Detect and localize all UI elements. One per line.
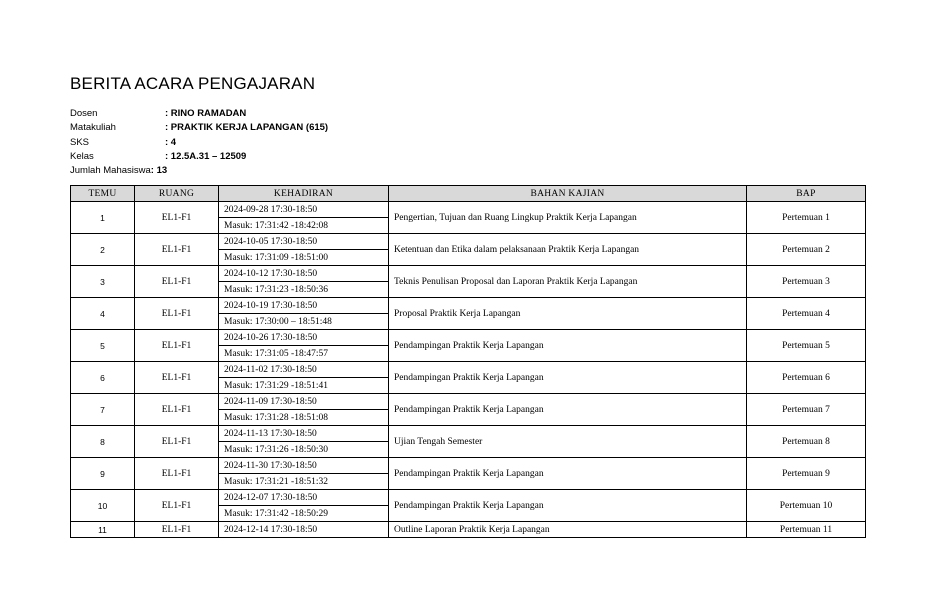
table-row (71, 490, 866, 506)
kelas-row (70, 150, 328, 164)
dosen-label: Dosen (70, 108, 98, 119)
cell-ruang: EL1-F1 (135, 234, 219, 266)
cell-bap: Pertemuan 3 (747, 266, 866, 298)
header-ruang: RUANG (135, 186, 219, 202)
cell-bahan-kajian: Pengertian, Tujuan dan Ruang Lingkup Praktik Kerja Lapangan (389, 202, 747, 234)
table-body (71, 202, 866, 538)
cell-temu: 5 (71, 330, 135, 362)
kelas-value: : 12.5A.31 – 12509 (165, 150, 247, 162)
cell-ruang: EL1-F1 (135, 394, 219, 426)
cell-jadwal: 2024-10-19 17:30-18:50 (219, 298, 389, 314)
cell-jadwal: 2024-11-30 17:30-18:50 (219, 458, 389, 474)
cell-bahan-kajian: Ujian Tengah Semester (389, 426, 747, 458)
cell-bap: Pertemuan 5 (747, 330, 866, 362)
cell-temu: 9 (71, 458, 135, 490)
attendance-table (70, 185, 866, 538)
cell-bap: Pertemuan 6 (747, 362, 866, 394)
cell-bap: Pertemuan 10 (747, 490, 866, 522)
sks-label: SKS (70, 136, 90, 148)
cell-ruang: EL1-F1 (135, 362, 219, 394)
cell-masuk: Masuk: 17:31:05 -18:47:57 (219, 346, 389, 362)
cell-ruang: EL1-F1 (135, 458, 219, 490)
cell-temu: 4 (71, 298, 135, 330)
cell-ruang: EL1-F1 (135, 426, 219, 458)
cell-jadwal: 2024-10-05 17:30-18:50 (219, 234, 389, 250)
cell-temu: 11 (71, 522, 135, 538)
header-bahan-kajian: BAHAN KAJIAN (389, 186, 747, 202)
cell-masuk: Masuk: 17:31:42 -18:42:08 (219, 218, 389, 234)
table-row (71, 362, 866, 378)
cell-jadwal: 2024-09-28 17:30-18:50 (219, 202, 389, 218)
page-title: BERITA ACARA PENGAJARAN (70, 74, 316, 93)
jumlah-mahasiswa-value: : 13 (150, 165, 168, 177)
cell-ruang: EL1-F1 (135, 266, 219, 298)
course-info (70, 107, 328, 178)
matakuliah-row (70, 121, 328, 135)
matakuliah-value: : PRAKTIK KERJA LAPANGAN (615) (165, 122, 329, 134)
cell-temu: 8 (71, 426, 135, 458)
cell-temu: 2 (71, 234, 135, 266)
table-header-row (71, 186, 866, 202)
kelas-label: Kelas (70, 150, 94, 162)
sks-row (70, 136, 328, 150)
cell-temu: 6 (71, 362, 135, 394)
cell-jadwal: 2024-11-13 17:30-18:50 (219, 426, 389, 442)
cell-jadwal: 2024-11-02 17:30-18:50 (219, 362, 389, 378)
cell-bap: Pertemuan 1 (747, 202, 866, 234)
cell-masuk: Masuk: 17:31:29 -18:51:41 (219, 378, 389, 394)
cell-temu: 1 (71, 202, 135, 234)
cell-bahan-kajian: Outline Laporan Praktik Kerja Lapangan (389, 522, 747, 538)
cell-masuk: Masuk: 17:31:26 -18:50:30 (219, 442, 389, 458)
cell-ruang: EL1-F1 (135, 202, 219, 234)
table-row (71, 234, 866, 250)
table-row (71, 426, 866, 442)
header-bap: BAP (747, 186, 866, 202)
dosen-row (70, 107, 328, 121)
cell-masuk: Masuk: 17:30:00 – 18:51:48 (219, 314, 389, 330)
cell-bap: Pertemuan 11 (747, 522, 866, 538)
cell-bahan-kajian: Proposal Praktik Kerja Lapangan (389, 298, 747, 330)
matakuliah-label: Matakuliah (70, 122, 116, 134)
table-row (71, 330, 866, 346)
cell-ruang: EL1-F1 (135, 330, 219, 362)
cell-ruang: EL1-F1 (135, 522, 219, 538)
cell-bap: Pertemuan 7 (747, 394, 866, 426)
cell-bap: Pertemuan 2 (747, 234, 866, 266)
dosen-value: : RINO RAMADAN (165, 108, 247, 119)
cell-bap: Pertemuan 9 (747, 458, 866, 490)
cell-masuk: Masuk: 17:31:42 -18:50:29 (219, 506, 389, 522)
table-row (71, 266, 866, 282)
cell-bahan-kajian: Pendampingan Praktik Kerja Lapangan (389, 394, 747, 426)
table-row (71, 458, 866, 474)
table-row (71, 394, 866, 410)
cell-temu: 10 (71, 490, 135, 522)
cell-bap: Pertemuan 4 (747, 298, 866, 330)
cell-temu: 3 (71, 266, 135, 298)
jumlah-mahasiswa-row (70, 164, 328, 178)
cell-bap: Pertemuan 8 (747, 426, 866, 458)
header-temu: TEMU (71, 186, 135, 202)
cell-bahan-kajian: Pendampingan Praktik Kerja Lapangan (389, 490, 747, 522)
cell-bahan-kajian: Pendampingan Praktik Kerja Lapangan (389, 330, 747, 362)
cell-ruang: EL1-F1 (135, 490, 219, 522)
table-row (71, 522, 866, 538)
jumlah-mahasiswa-label: Jumlah Mahasiswa (70, 165, 151, 177)
cell-temu: 7 (71, 394, 135, 426)
table-row (71, 298, 866, 314)
cell-bahan-kajian: Pendampingan Praktik Kerja Lapangan (389, 458, 747, 490)
cell-bahan-kajian: Ketentuan dan Etika dalam pelaksanaan Praktik Kerja Lapangan (389, 234, 747, 266)
cell-jadwal: 2024-12-07 17:30-18:50 (219, 490, 389, 506)
cell-masuk: Masuk: 17:31:09 -18:51:00 (219, 250, 389, 266)
cell-jadwal: 2024-10-26 17:30-18:50 (219, 330, 389, 346)
cell-bahan-kajian: Teknis Penulisan Proposal dan Laporan Praktik Kerja Lapangan (389, 266, 747, 298)
cell-bahan-kajian: Pendampingan Praktik Kerja Lapangan (389, 362, 747, 394)
cell-ruang: EL1-F1 (135, 298, 219, 330)
header-kehadiran: KEHADIRAN (219, 186, 389, 202)
cell-jadwal: 2024-10-12 17:30-18:50 (219, 266, 389, 282)
cell-masuk: Masuk: 17:31:21 -18:51:32 (219, 474, 389, 490)
sks-value: : 4 (165, 136, 177, 148)
cell-masuk: Masuk: 17:31:23 -18:50:36 (219, 282, 389, 298)
table-row (71, 202, 866, 218)
cell-jadwal: 2024-11-09 17:30-18:50 (219, 394, 389, 410)
cell-jadwal: 2024-12-14 17:30-18:50 (219, 522, 389, 538)
cell-masuk: Masuk: 17:31:28 -18:51:08 (219, 410, 389, 426)
